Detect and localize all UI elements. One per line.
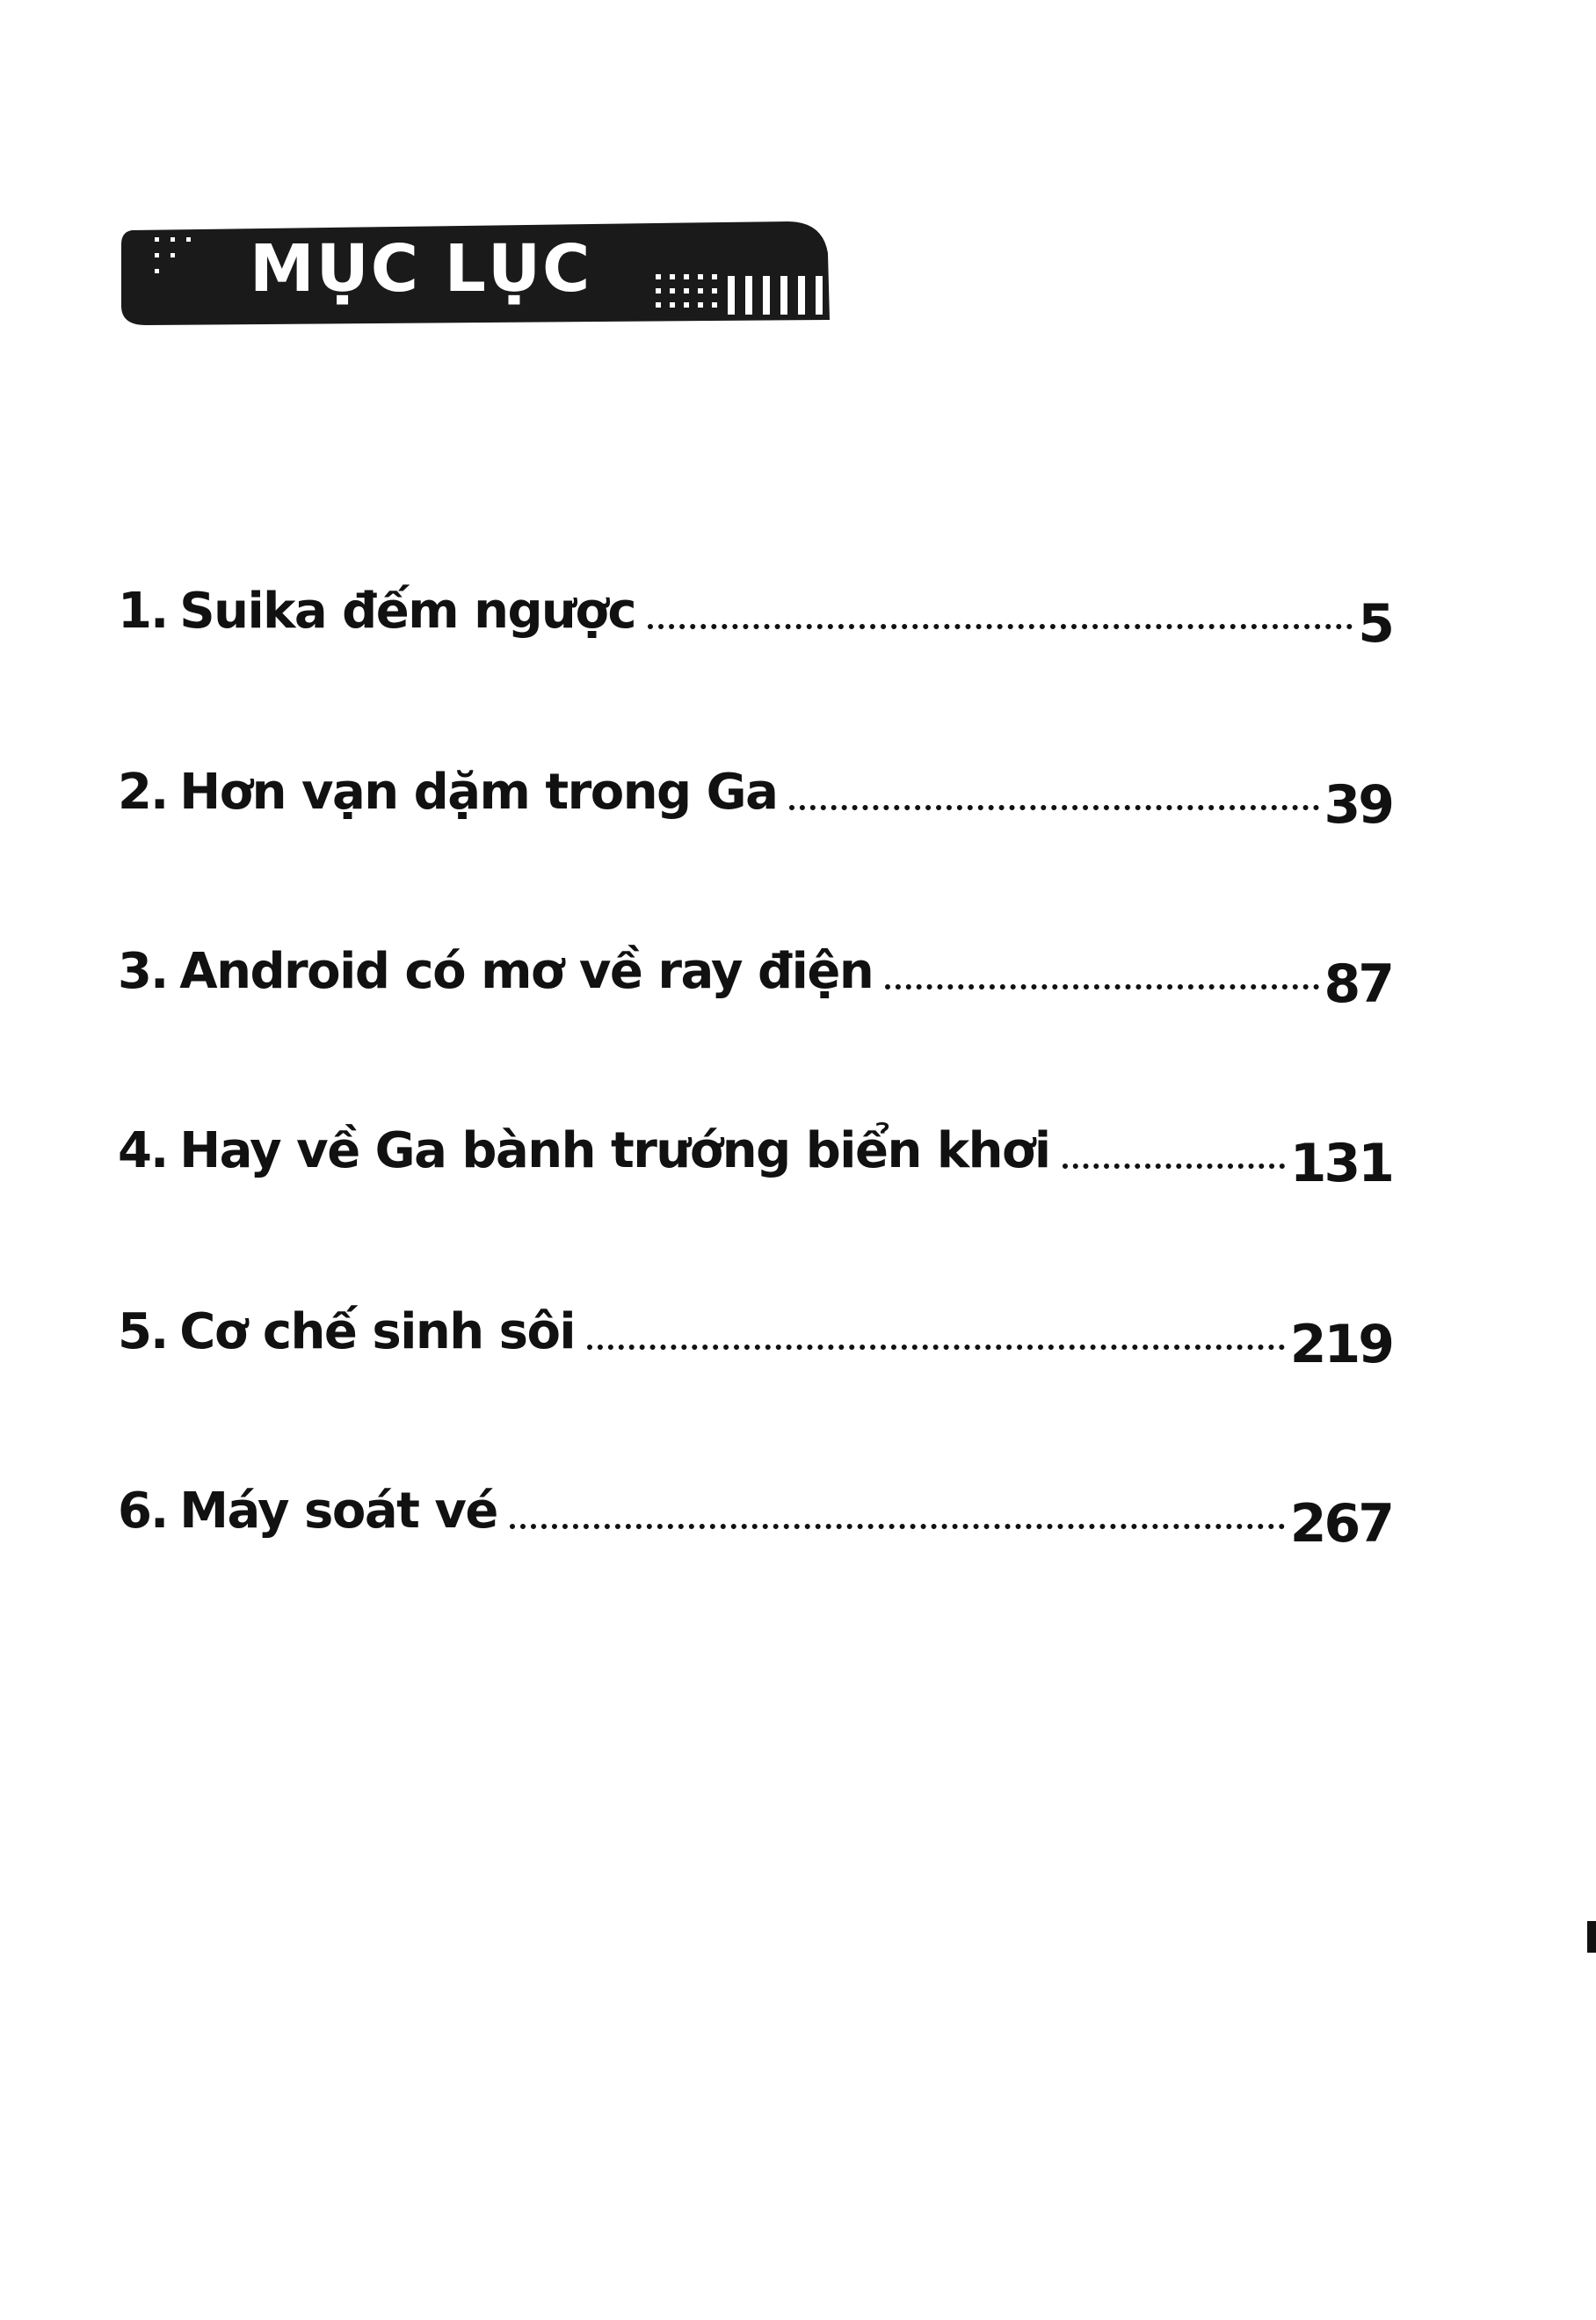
toc-entry-title: Android có mơ về ray điện [179,943,874,1000]
dot-leader [885,984,1318,990]
toc-entry[interactable] [118,559,1392,655]
toc-entry-title: Suika đếm ngược [179,583,636,640]
toc-entry[interactable] [118,740,1392,836]
dot-leader [587,1345,1285,1350]
toc-entry-number: 3. [118,943,168,1000]
toc-entry-page: 39 [1324,774,1392,836]
toc-entry-number: 6. [118,1483,168,1540]
toc-entry[interactable] [118,1280,1392,1375]
dot-leader [789,805,1318,810]
toc-entry-number: 4. [118,1122,168,1179]
toc-entry[interactable] [118,1459,1392,1555]
toc-entry-title: Hơn vạn dặm trong Ga [179,764,778,821]
toc-entry-title: Máy soát vé [179,1483,497,1540]
toc-entry-page: 267 [1289,1493,1392,1555]
toc-entry-number: 2. [118,764,168,821]
toc-entry-number: 5. [118,1303,168,1360]
dot-leader [648,624,1353,629]
toc-entry-page: 5 [1358,593,1392,655]
dot-leader [510,1524,1285,1529]
page-title: MỤC LỤC [250,231,592,307]
toc-entry-page: 131 [1289,1133,1392,1194]
toc-entry-title: Hay về Ga bành trướng biển khơi [179,1122,1050,1179]
dot-leader [1063,1164,1285,1169]
toc-entry-title: Cơ chế sinh sôi [179,1303,576,1360]
toc-entry[interactable] [118,1098,1392,1194]
page-edge-mark [1587,1921,1596,1953]
toc-entry-page: 87 [1324,953,1392,1015]
toc-entry[interactable] [118,919,1392,1015]
toc-entry-number: 1. [118,583,168,640]
header-banner [120,218,830,327]
toc-entry-page: 219 [1289,1314,1392,1375]
